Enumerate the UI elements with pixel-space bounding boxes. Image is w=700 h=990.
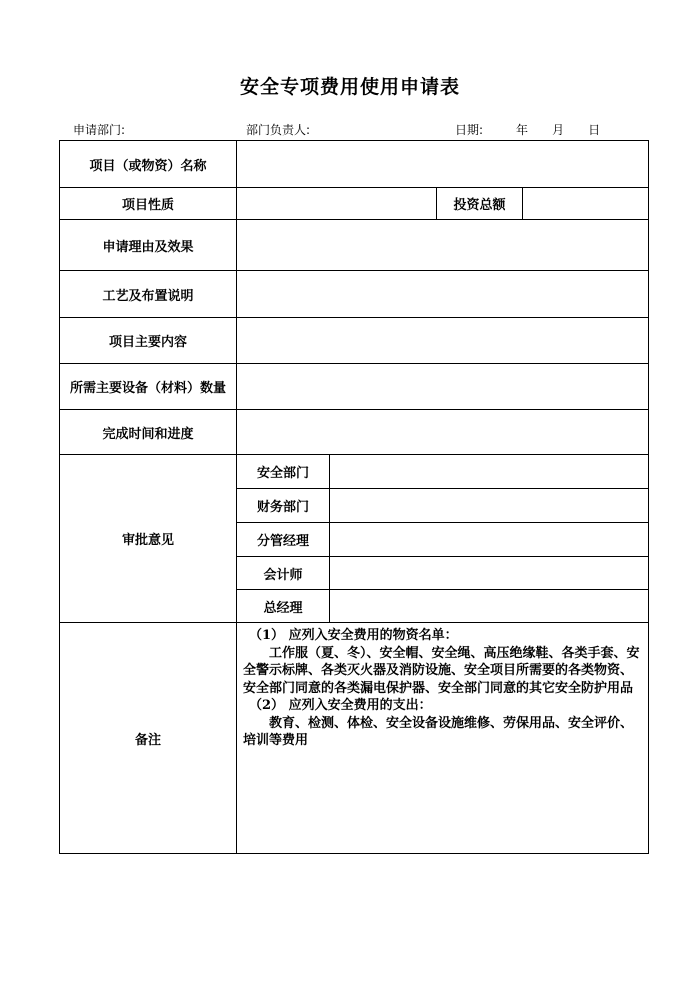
table-row	[60, 623, 649, 854]
table-row	[60, 410, 649, 455]
table-row	[60, 364, 649, 410]
note-item-2-heading: （2） 应列入安全费用的支出：	[249, 698, 432, 713]
total-investment-label: 投资总额	[437, 188, 523, 220]
approver-safety-dept-label: 安全部门	[237, 455, 330, 489]
table-row	[60, 188, 649, 220]
approval-label: 审批意见	[60, 455, 237, 623]
approver-safety-dept-field[interactable]	[330, 455, 649, 489]
date-label: 日期:	[455, 123, 484, 137]
approver-accountant-label: 会计师	[237, 557, 330, 590]
main-content-label: 项目主要内容	[60, 318, 237, 364]
approver-general-manager-label: 总经理	[237, 590, 330, 623]
equipment-qty-label: 所需主要设备（材料）数量	[60, 364, 237, 410]
table-row	[60, 220, 649, 271]
application-form-table	[59, 140, 649, 854]
schedule-label: 完成时间和进度	[60, 410, 237, 455]
equipment-qty-field[interactable]	[237, 364, 649, 410]
approver-finance-dept-label: 财务部门	[237, 489, 330, 523]
project-nature-label: 项目性质	[60, 188, 237, 220]
reason-effect-label: 申请理由及效果	[60, 220, 237, 271]
note-item-1-body: 工作服（夏、冬）、安全帽、安全绳、高压绝缘鞋、各类手套、安全警示标牌、各类灭火器及消防设施、安全项目所需要的各类物资、安全部门同意的各类漏电保护器、安全部门同意的其它安全防护用品	[243, 645, 640, 696]
approver-deputy-manager-label: 分管经理	[237, 523, 330, 557]
applicant-dept-label: 申请部门:	[73, 123, 126, 137]
note-item-1-heading: （1） 应列入安全费用的物资名单：	[249, 628, 458, 643]
process-layout-field[interactable]	[237, 271, 649, 318]
schedule-field[interactable]	[237, 410, 649, 455]
date-field	[455, 121, 600, 138]
reason-effect-field[interactable]	[237, 220, 649, 271]
approver-deputy-manager-field[interactable]	[330, 523, 649, 557]
month-label: 月	[552, 123, 565, 137]
total-investment-field[interactable]	[523, 188, 649, 220]
approver-accountant-field[interactable]	[330, 557, 649, 590]
page-title: 安全专项费用使用申请表	[239, 76, 460, 98]
table-row	[60, 455, 649, 489]
project-name-label: 项目（或物资）名称	[60, 141, 237, 188]
approver-general-manager-field[interactable]	[330, 590, 649, 623]
remarks-content	[237, 623, 649, 854]
process-layout-label: 工艺及布置说明	[60, 271, 237, 318]
note-item-2-body: 教育、检测、体检、安全设备设施维修、劳保用品、安全评价、培训等费用	[243, 715, 634, 748]
main-content-field[interactable]	[237, 318, 649, 364]
day-label: 日	[588, 123, 601, 137]
year-label: 年	[516, 123, 529, 137]
project-nature-field[interactable]	[237, 188, 437, 220]
table-row	[60, 318, 649, 364]
project-name-field[interactable]	[237, 141, 649, 188]
table-row	[60, 271, 649, 318]
dept-head-label: 部门负责人:	[246, 123, 311, 137]
remarks-label: 备注	[60, 623, 237, 854]
approver-finance-dept-field[interactable]	[330, 489, 649, 523]
table-row	[60, 141, 649, 188]
